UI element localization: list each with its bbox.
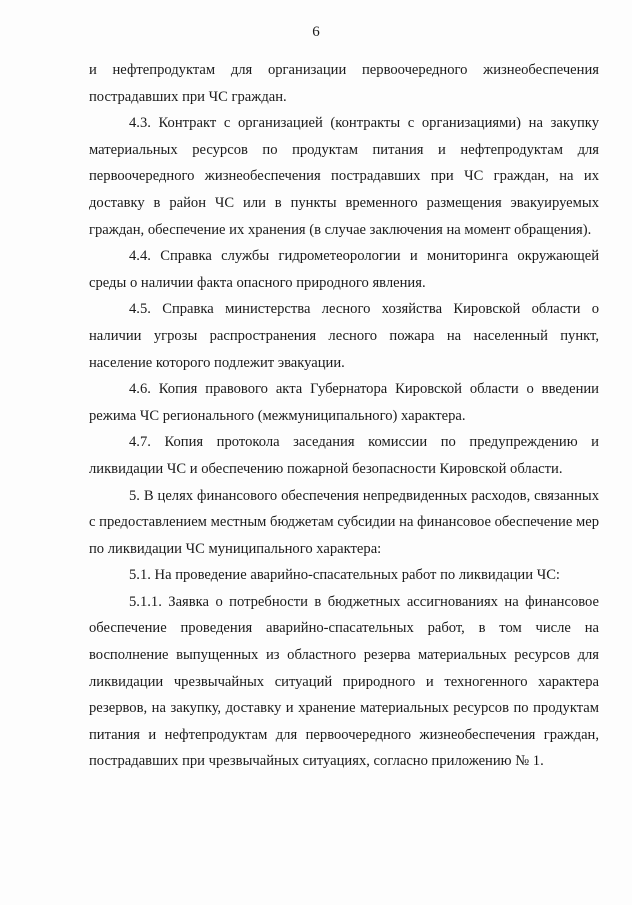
paragraph-4-3: 4.3. Контракт с организацией (контракты с организациями) на закупку материальных ресурсов по продуктам питания и нефтепродуктам для первоочередного жизнеобеспечения пострадавших при ЧС граждан, на их доставку в район ЧС или в пункты временного размещения эвакуируемых граждан, обеспечение их хранения (в случае заключения на момент обращения).	[89, 115, 599, 238]
page-number: 6	[312, 24, 320, 40]
paragraph-4-6: 4.6. Копия правового акта Губернатора Кировской области о введении режима ЧС регионального (межмуниципального) характера.	[89, 381, 599, 424]
paragraph-4-4: 4.4. Справка службы гидрометеорологии и мониторинга окружающей среды о наличии факта опасного природного явления.	[89, 248, 599, 291]
paragraph-5: 5. В целях финансового обеспечения непредвиденных расходов, связанных с предоставлением местным бюджетам субсидии на финансовое обеспечение мер по ликвидации ЧС муниципального характера:	[89, 487, 599, 557]
paragraph-4-7: 4.7. Копия протокола заседания комиссии по предупреждению и ликвидации ЧС и обеспечению пожарной безопасности Кировской области.	[89, 434, 599, 477]
paragraph-continuation: и нефтепродуктам для организации первоочередного жизнеобеспечения пострадавших при ЧС граждан.	[89, 62, 599, 105]
document-body	[89, 57, 599, 775]
paragraph-4-5: 4.5. Справка министерства лесного хозяйства Кировской области о наличии угрозы распространения лесного пожара на населенный пункт, население которого подлежит эвакуации.	[89, 301, 599, 371]
paragraph-5-1: 5.1. На проведение аварийно-спасательных работ по ликвидации ЧС:	[129, 567, 560, 584]
paragraph-5-1-1: 5.1.1. Заявка о потребности в бюджетных ассигнованиях на финансовое обеспечение проведения аварийно-спасательных работ, в том числе на восполнение выпущенных из областного резерва материальных ресурсов для ликвидации чрезвычайных ситуаций природного и техногенного характера резервов, на закупку, доставку и хранение материальных ресурсов по продуктам питания и нефтепродуктам для первоочередного жизнеобеспечения граждан, пострадавших при чрезвычайных ситуациях, согласно приложению № 1.	[89, 593, 599, 770]
